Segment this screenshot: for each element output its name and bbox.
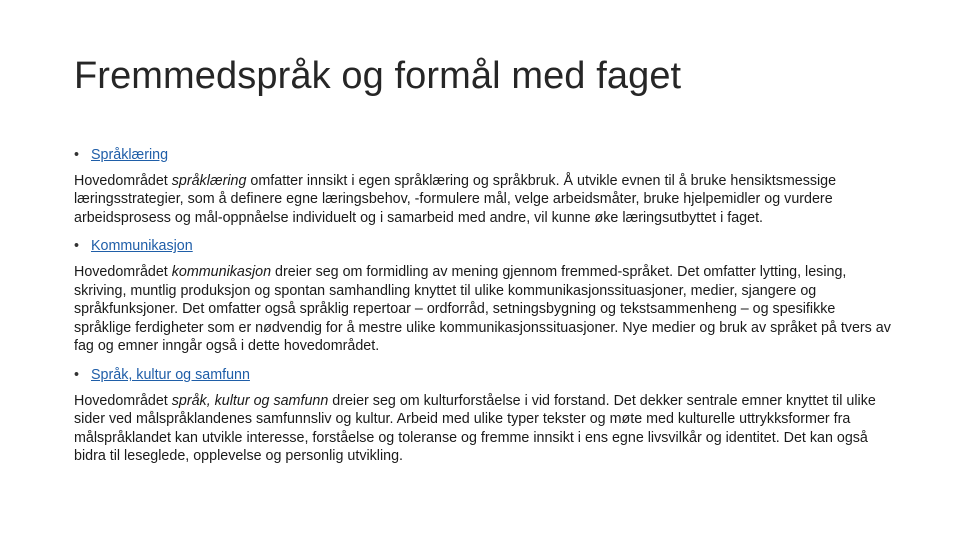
paragraph-text: dreier seg om formidling av mening gjennom fremmed-språket. Det omfatter lytting, lesing, skriving, muntlig produksjon og spontan samhandling knyttet til ulike kommunikasjonssituasjoner, medier, sjangere og språkfunksjoner. Det omfatter også språklig repertoar – ordforråd, setningsbygning og tekstsammenheng – og spesifikke språklige ferdigheter som er nødvendig for å mestre ulike kommunikasjonssituasjoner. Nye medier og bruk av språket på tvers av fag og emner inngår også i dette hovedområdet.: [74, 263, 891, 355]
bullet-item: [74, 366, 892, 385]
paragraph-italic: språk, kultur og samfunn: [171, 392, 329, 409]
paragraph-lead: Hovedområdet: [74, 392, 172, 409]
bullet-icon: •: [74, 366, 80, 383]
paragraph-italic: kommunikasjon: [171, 263, 272, 280]
slide-title: Fremmedspråk og formål med faget: [74, 55, 682, 97]
bullet-item: [74, 146, 892, 165]
paragraph: [74, 263, 892, 356]
paragraph-text: omfatter innsikt i egen språklæring og språkbruk. Å utvikle evnen til å bruke hensiktsmessige læringsstrategier, som å definere egne læringsbehov, -formulere mål, velge arbeidsmåter, bruke hjelpemidler og vurdere arbeidsprosess og mål-oppnåelse individuelt og i samarbeid med andre, vil kunne øke læringsutbyttet i faget.: [74, 172, 837, 226]
bullet-icon: •: [74, 238, 80, 255]
section-spraklaering: [74, 146, 892, 227]
paragraph: [74, 392, 892, 466]
bullet-icon: •: [74, 147, 80, 163]
paragraph-lead: Hovedområdet: [74, 263, 172, 280]
link-kommunikasjon[interactable]: Kommunikasjon: [91, 238, 193, 255]
section-kommunikasjon: [74, 237, 892, 356]
paragraph-text: dreier seg om kulturforståelse i vid forstand. Det dekker sentrale emner knyttet til ulike sider ved målspråklandenes samfunnsliv og kultur. Arbeid med ulike typer tekster og møte med kulturelle uttrykksformer fra målspråklandet kan utvikle interesse, forståelse og toleranse og fremme innsikt i ens egne livsvilkår og identitet. Det kan også bidra til leseglede, opplevelse og personlig utvikling.: [74, 392, 876, 465]
slide-body: [74, 146, 892, 466]
paragraph-italic: språklæring: [171, 172, 247, 189]
link-spraklaering[interactable]: Språklæring: [91, 147, 169, 163]
section-sprak-kultur-samfunn: [74, 366, 892, 466]
bullet-item: [74, 237, 892, 256]
link-sprak-kultur-samfunn[interactable]: Språk, kultur og samfunn: [91, 366, 250, 383]
paragraph: [74, 172, 892, 228]
paragraph-lead: Hovedområdet: [74, 172, 172, 189]
